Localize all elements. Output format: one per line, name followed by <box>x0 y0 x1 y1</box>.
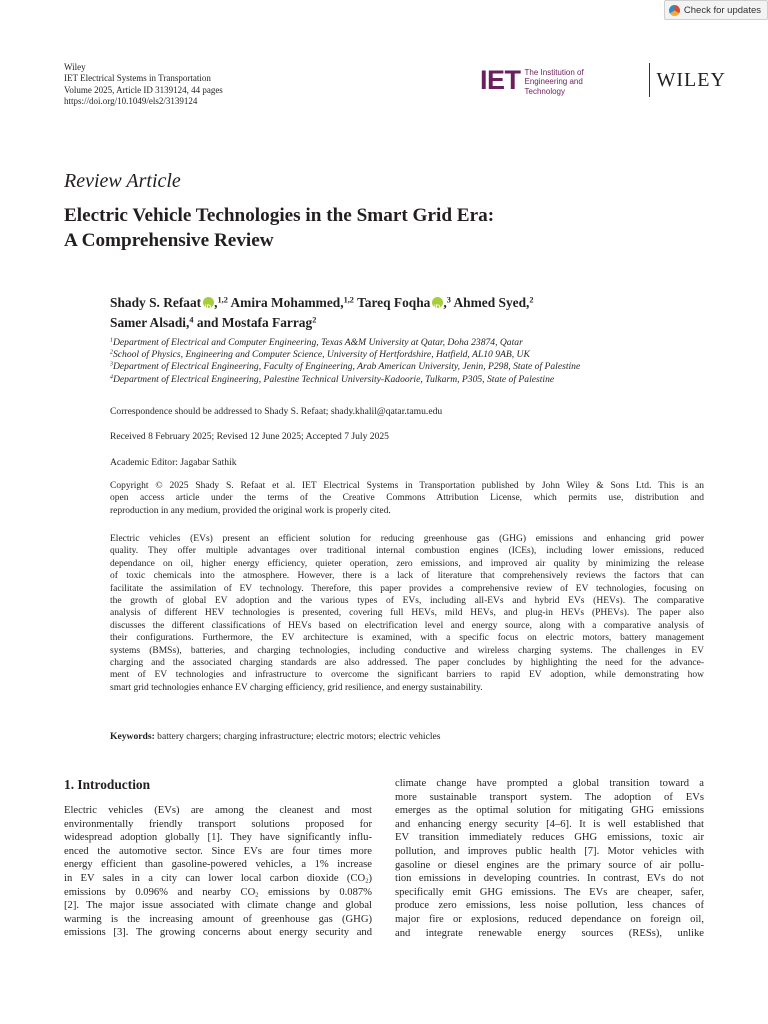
author-affil-sup: 1,2 <box>217 295 228 305</box>
author-affil-sup: 2 <box>529 295 534 305</box>
body-line: produce zero emissions, less noise pollution, less chances of <box>395 900 704 912</box>
body-line: pollution, and improves public health [7]. Motor vehicles with <box>395 845 704 857</box>
orcid-icon[interactable] <box>203 297 214 308</box>
author-name[interactable]: Ahmed Syed <box>453 295 527 310</box>
correspondence: Correspondence should be addressed to Shady S. Refaat; shady.khalil@qatar.tamu.edu <box>110 406 443 417</box>
body-line: and enhancing energy security [4–6]. It is well established that <box>395 818 704 830</box>
orcid-icon[interactable] <box>432 297 443 308</box>
abstract-line: their configurations. Furthermore, the EV architecture is examined, with a specific focus on electric motors, battery management <box>110 633 704 644</box>
author-list: Shady S. RefaatiD ,$^{1,2}$ Amira Mohammed,$^{1,2}$ Tareq FoqhaiD ,$^3$ Ahmed Syed,$^2$ Samer Alsadi,$^4$ and Mostafa Farrag$^2$ <box>110 293 534 333</box>
check-for-updates-label: Check for updates <box>683 4 761 16</box>
iet-name-line2: Engineering and Technology <box>524 77 583 96</box>
author-name[interactable]: Amira Mohammed <box>230 295 341 310</box>
abstract-line: the growth of global EV adoption and the various types of EVs, including all-EVs and hybrid EVs (HEVs). The comparative <box>110 596 704 607</box>
abstract-line: smart grid technologies enhance EV charging efficiency, grid resilience, and energy sustainability. <box>110 682 483 693</box>
body-line: and integrate renewable energy sources (RESs), unlike <box>395 927 704 939</box>
abstract <box>110 533 704 694</box>
wiley-logo: WILEY <box>656 68 726 91</box>
check-for-updates-button[interactable] <box>664 0 768 20</box>
affiliation-item <box>110 361 580 373</box>
body-column-right <box>395 777 704 940</box>
affiliation-item <box>110 337 580 349</box>
abstract-line: dependance on oil, higher energy efficiency, quieter operation, zero emissions, and improved air quality by minimizing the release <box>110 558 704 569</box>
author-name[interactable]: Mostafa Farrag <box>221 315 313 330</box>
body-line: climate change have prompted a global transition toward a <box>395 778 704 789</box>
publisher-logos <box>480 63 726 97</box>
affiliations <box>110 337 580 386</box>
author-name[interactable]: Shady S. Refaat <box>110 295 202 310</box>
body-line: specifically emit GHG emissions. The EVs are cheaper, safer, <box>395 886 704 898</box>
body-line: environmentally friendly transport solutions proposed for <box>64 818 372 830</box>
doi-link[interactable]: https://doi.org/10.1049/els2/3139124 <box>64 96 198 107</box>
article-type: Review Article <box>64 170 181 192</box>
iet-name <box>525 68 625 97</box>
body-line: emissions [3]. The growing concerns about energy security and <box>64 927 372 939</box>
body-line: more sustainable transport system. The adoption of EVs <box>395 791 704 803</box>
section-heading: 1. Introduction <box>64 777 151 792</box>
iet-name-line1: The Institution of <box>524 67 584 77</box>
copyright-line: Copyright © 2025 Shady S. Refaat et al. IET Electrical Systems in Transportation published by John Wiley & Sons Ltd. This is an <box>110 481 704 491</box>
subscript: 2 <box>255 891 259 899</box>
affiliation-text: Department of Electrical and Computer Engineering, Texas A&M University at Qatar, Doha 23874, Qatar <box>112 337 523 348</box>
abstract-line: ment of EV technologies and infrastructure to overcome the significant barriers to rapid EV adoption, while demonstrating how <box>110 670 704 681</box>
author-affil-sup: 2 <box>312 315 317 325</box>
author-affil-sup: 1,2 <box>343 295 354 305</box>
keywords-text: battery chargers; charging infrastructure; electric motors; electric vehicles <box>157 731 441 742</box>
body-line: enced the automotive sector. Since EVs are four times more <box>64 845 372 857</box>
publisher: Wiley <box>64 62 86 72</box>
body-text: emissions by 0.096% and nearby CO <box>64 886 256 898</box>
abstract-line: of toxic chemicals into the atmosphere. However, there is a lack of literature that comprehensively reviews the factors that can <box>110 571 704 582</box>
author-name[interactable]: Tareq Foqha <box>357 295 431 310</box>
body-text: ) <box>368 872 372 884</box>
abstract-line: analysis of different HEV technologies is presented, covering full HEVs, mild HEVs, and plug-in HEVs (PHEVs). The paper also <box>110 608 704 619</box>
abstract-line: quality. They offer multiple advantages over traditional internal combustion engines (ICEs), including lower emissions, reduced <box>110 546 704 557</box>
body-line: warming is the increasing amount of greenhouse gas (GHG) <box>64 913 372 925</box>
affiliation-num: 3 <box>110 362 113 369</box>
keywords <box>110 731 441 742</box>
author-affil-sup: 4 <box>189 315 194 325</box>
body-line: gasoline or diesel engines are the primary source of air pollu- <box>395 859 704 871</box>
body-line: emerges as the optimal solution for mitigating GHG emissions <box>395 805 704 817</box>
body-text: emissions by 0.087% <box>258 886 372 898</box>
affiliation-num: 1 <box>110 337 113 344</box>
iet-logo: IET <box>480 64 521 95</box>
author-affil-sup: 3 <box>446 295 451 305</box>
logo-divider <box>649 63 650 97</box>
affiliation-text: Department of Electrical Engineering, Faculty of Engineering, Arab American University, Jenin, P298, State of Palestine <box>112 361 581 373</box>
body-line: widespread adoption globally [1]. They have significantly influ- <box>64 832 372 844</box>
body-line: energy efficient than gasoline-powered vehicles, a 1% increase <box>64 859 372 871</box>
copyright-line: reproduction in any medium, provided the original work is properly cited. <box>110 505 391 516</box>
abstract-line: charging and the associated charging standards are also addressed. The paper concludes by highlighting the need for the advance- <box>110 658 704 669</box>
affiliation-item <box>110 349 580 361</box>
journal-info <box>64 62 223 108</box>
abstract-line: facilitate the assimilation of EV technology. Therefore, this paper provides a comprehensive review of EV technologies, focusing on <box>110 583 704 594</box>
affiliation-num: 2 <box>110 349 113 356</box>
crossmark-icon <box>669 5 680 16</box>
body-line: EV transition immediately reduces GHG emissions, toxic air <box>395 832 704 844</box>
title-line-1: Electric Vehicle Technologies in the Smart Grid Era: <box>64 205 495 226</box>
volume-info: Volume 2025, Article ID 3139124, 44 pages <box>64 84 223 95</box>
copyright-line: open access article under the terms of the Creative Commons Attribution License, which permits use, distribution and <box>110 493 704 504</box>
title-line-2: A Comprehensive Review <box>64 230 274 251</box>
body-line: [2]. The major issue associated with climate change and global <box>64 900 372 912</box>
body-line: tion emissions in developing countries. In contrast, EVs do not <box>395 873 704 885</box>
abstract-line: systems (BMSs), batteries, and charging technologies, including conductive and wireless charging systems. The challenges in EV <box>110 645 704 656</box>
journal-name: IET Electrical Systems in Transportation <box>64 73 211 84</box>
keywords-label: Keywords: <box>110 731 155 742</box>
body-line: Electric vehicles (EVs) are among the cleanest and most <box>64 805 372 816</box>
subscript: 2 <box>365 877 369 885</box>
abstract-line: Electric vehicles (EVs) present an efficient solution for reducing greenhouse gas (GHG) emissions and enhancing grid power <box>110 534 704 544</box>
affiliation-text: School of Physics, Engineering and Computer Science, University of Hertfordshire, Hatfield, AL10 9AB, UK <box>112 349 530 361</box>
article-title <box>64 203 724 253</box>
affiliation-text: Department of Electrical Engineering, Palestine Technical University-Kadoorie, Tulkarm, P305, State of Palestine <box>112 373 555 385</box>
body-column-left <box>64 804 372 940</box>
author-name[interactable]: Samer Alsadi <box>110 315 187 330</box>
copyright-notice <box>110 480 704 517</box>
body-line <box>64 886 372 900</box>
abstract-line: discusses the different classifications of HEVs based on electrification level and energy source, along with a comparative analysis of <box>110 620 704 631</box>
body-line <box>64 872 372 886</box>
body-line: major fire or explosions, reduced dependance on foreign oil, <box>395 913 704 925</box>
affiliation-item <box>110 374 580 386</box>
body-text: in EV sales in a city can lower local carbon dioxide (CO <box>64 872 366 884</box>
received-dates: Received 8 February 2025; Revised 12 June 2025; Accepted 7 July 2025 <box>110 431 389 442</box>
academic-editor: Academic Editor: Jagabar Sathik <box>110 457 237 468</box>
affiliation-num: 4 <box>110 374 113 381</box>
